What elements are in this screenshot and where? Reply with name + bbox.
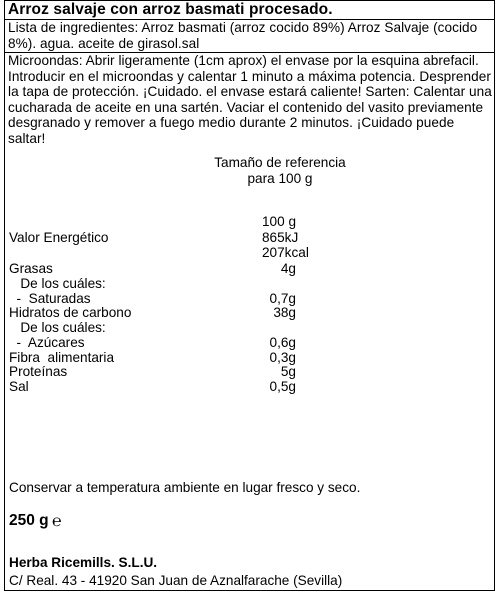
reference-line-1: Tamaño de referencia (214, 155, 346, 170)
nutrient-value: 4g (280, 261, 296, 276)
company-address: C/ Real. 43 - 41920 San Juan de Aznalfarache (Sevilla) (9, 573, 343, 588)
net-weight: 250 g (9, 512, 49, 529)
nutrient-label: Proteínas (9, 364, 68, 379)
reference-size (205, 155, 355, 187)
nutrient-label: - Saturadas (9, 291, 91, 306)
nutrient-value: 0,7g (269, 291, 296, 306)
energy-kcal: 207kcal (262, 245, 309, 260)
instructions-text: Microondas: Abrir ligeramente (1cm aprox) el envase por la esquina abrefacil. Introducir en el microondas y calentar 1 minuto a máxima potencia. Desprender la tapa de protección. ¡Cuidado. el envase estará caliente! Sarten: Calentar una cucharada de aceite en una sartén. Vaciar el contenido del vasito previamente desgranado y remover a fuego medio durante 2 minutos. ¡Cuidado puede saltar! (8, 53, 492, 146)
energy-kj: 865kJ (262, 230, 299, 245)
nutrient-value: 38g (273, 305, 296, 320)
nutrient-label: Sal (9, 379, 29, 394)
nutrient-label: Grasas (9, 261, 53, 276)
estimated-sign-icon: ℮ (52, 513, 62, 530)
nutrient-value: 0,3g (269, 350, 296, 365)
product-title: Arroz salvaje con arroz basmati procesado. (8, 1, 333, 18)
nutrient-value: 0,5g (269, 379, 296, 394)
nutrient-value: 0,6g (269, 335, 296, 350)
ingredients-text: Lista de ingredientes: Arroz basmati (arroz cocido 89%) Arroz Salvaje (cocido 8%). agua. aceite de girasol.sal (8, 20, 478, 51)
nutrient-value: 5g (280, 364, 296, 379)
company-name: Herba Ricemills. S.L.U. (9, 555, 158, 570)
storage-text: Conservar a temperatura ambiente en lugar fresco y seco. (9, 480, 361, 495)
column-header: 100 g (262, 214, 297, 229)
nutrient-label: - Azúcares (9, 335, 85, 350)
energy-label: Valor Energético (9, 230, 109, 245)
nutrient-label: De los cuáles: (9, 320, 106, 335)
reference-line-2: para 100 g (247, 171, 313, 186)
nutrient-label: Hidratos de carbono (9, 305, 132, 320)
nutrient-label: Fibra alimentaria (9, 350, 115, 365)
nutrient-label: De los cuáles: (9, 276, 106, 291)
